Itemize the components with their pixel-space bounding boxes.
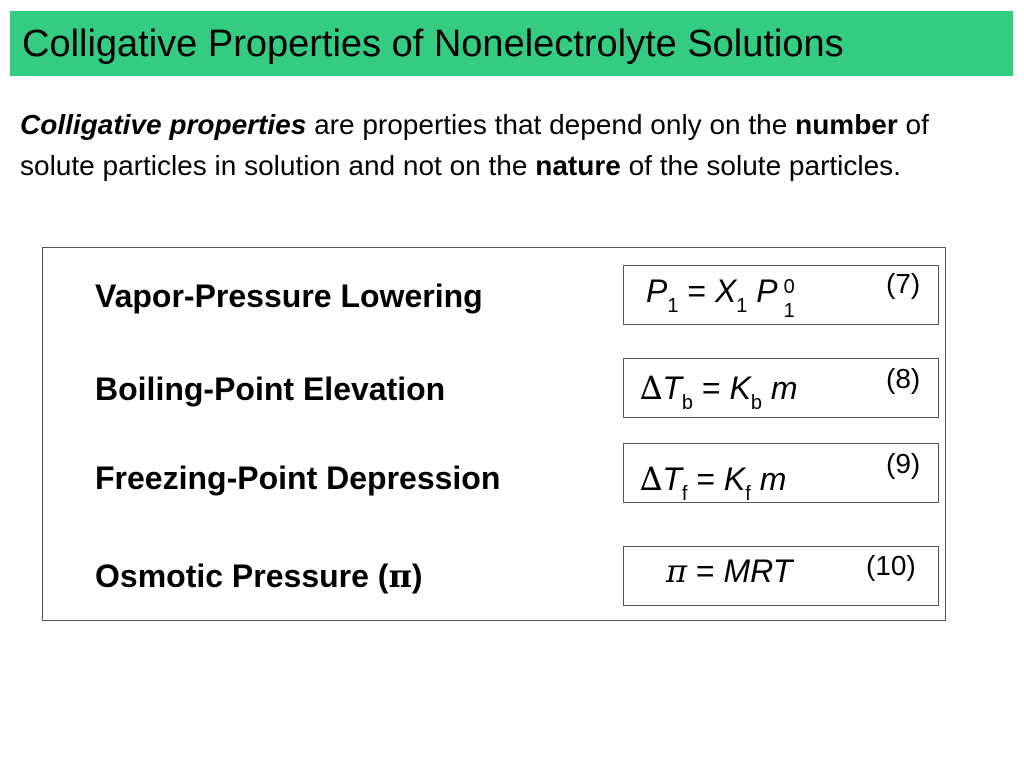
intro-emph-number: number [795, 109, 898, 140]
title-bar [10, 11, 1013, 76]
intro-emph-nature: nature [535, 150, 621, 181]
equation-number-9: (9) [886, 448, 921, 479]
intro-part1: are properties that depend only on the [306, 109, 796, 140]
intro-part2: of solute particles in solution and not on the [20, 109, 929, 181]
equation-number-8: (8) [886, 363, 921, 394]
equation-number-7: (7) [886, 268, 921, 299]
intro-part3: of the solute particles. [620, 150, 901, 181]
equation-freezing: $\Delta T_f = K_f$ m [640, 460, 787, 505]
row-label-vapor-pressure: Vapor-Pressure Lowering [95, 278, 483, 314]
intro-term: Colligative properties [20, 109, 307, 140]
equation-osmotic: π = MRT [666, 552, 793, 590]
slide-title: Colligative Properties of Nonelectrolyte Solutions [22, 23, 844, 65]
equation-raoult: $P_1 = X_1$ P 0 1 [646, 273, 795, 322]
row-label-osmotic-pressure: Osmotic Pressure (π) [95, 557, 423, 595]
equation-number-10: (10) [866, 550, 916, 581]
equation-boiling: $\Delta T_b = K_b$ m [640, 369, 798, 414]
row-label-boiling-point: Boiling-Point Elevation [95, 371, 446, 407]
row-label-freezing-point: Freezing-Point Depression [95, 460, 501, 496]
intro-paragraph [20, 104, 1010, 186]
